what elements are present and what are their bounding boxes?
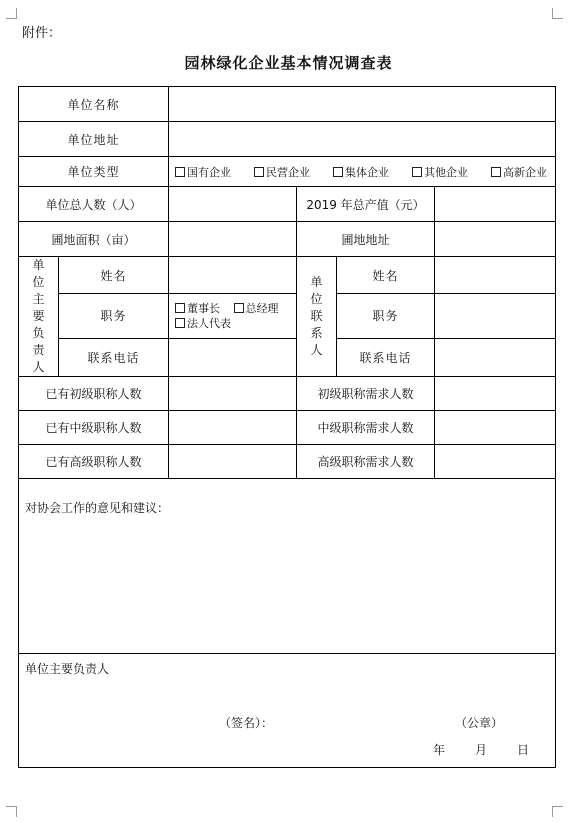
intermediate-title-row <box>19 411 556 445</box>
checkbox-icon <box>491 167 501 177</box>
principal-name-label: 姓名 <box>59 257 169 294</box>
contact-name-label: 姓名 <box>337 257 435 294</box>
contact-position-field[interactable] <box>435 294 556 339</box>
nursery-area-label: 圃地面积（亩） <box>19 222 169 257</box>
unit-type-row <box>19 157 556 187</box>
person-position-row <box>19 294 556 339</box>
date-day-label: 日 <box>517 743 530 757</box>
checkbox-icon <box>254 167 264 177</box>
checkbox-icon <box>234 303 244 313</box>
checkbox-icon <box>175 167 185 177</box>
nursery-row <box>19 222 556 257</box>
person-phone-row <box>19 338 556 376</box>
principal-group-label: 单位主要负责人 <box>19 257 59 377</box>
signature-date <box>433 741 529 758</box>
contact-group-label: 单位联系人 <box>297 257 337 377</box>
person-name-row <box>19 257 556 294</box>
page-corner-mark <box>6 8 17 19</box>
unit-address-row <box>19 122 556 157</box>
principal-position-options <box>169 294 297 339</box>
date-month-label: 月 <box>475 743 488 757</box>
intermediate-need-field[interactable] <box>435 411 556 445</box>
senior-have-field[interactable] <box>169 445 297 479</box>
position-option-chairman[interactable]: 董事长 <box>175 302 220 315</box>
opinion-field[interactable] <box>19 479 556 654</box>
unit-type-label: 单位类型 <box>19 157 169 187</box>
principal-phone-field[interactable] <box>169 338 297 376</box>
intermediate-have-label: 已有中级职称人数 <box>19 411 169 445</box>
contact-phone-label: 联系电话 <box>337 338 435 376</box>
position-option-legal-rep[interactable]: 法人代表 <box>175 317 231 330</box>
senior-have-label: 已有高级职称人数 <box>19 445 169 479</box>
total-staff-label: 单位总人数（人） <box>19 187 169 222</box>
unit-type-option-high-tech[interactable]: 高新企业 <box>491 164 547 180</box>
page-corner-mark <box>552 806 563 817</box>
signature-row <box>19 654 556 768</box>
signature-sign-label: （签名）： <box>219 716 274 730</box>
signature-box <box>19 654 556 768</box>
total-output-field[interactable] <box>435 187 556 222</box>
junior-need-label: 初级职称需求人数 <box>297 377 435 411</box>
principal-position-label: 职务 <box>59 294 169 339</box>
principal-name-field[interactable] <box>169 257 297 294</box>
principal-phone-label: 联系电话 <box>59 338 169 376</box>
junior-need-field[interactable] <box>435 377 556 411</box>
page-title: 园林绿化企业基本情况调查表 <box>184 54 393 72</box>
junior-have-field[interactable] <box>169 377 297 411</box>
opinion-label: 对协会工作的意见和建议： <box>25 501 170 515</box>
senior-title-row <box>19 445 556 479</box>
contact-position-label: 职务 <box>337 294 435 339</box>
page-corner-mark <box>552 8 563 19</box>
unit-address-label: 单位地址 <box>19 122 169 157</box>
unit-type-option-private[interactable]: 民营企业 <box>254 164 310 180</box>
survey-form-table <box>18 86 556 768</box>
signature-seal-label: （公章） <box>455 716 504 730</box>
page-corner-mark <box>6 806 17 817</box>
senior-need-field[interactable] <box>435 445 556 479</box>
unit-address-field[interactable] <box>169 122 556 157</box>
senior-need-label: 高级职称需求人数 <box>297 445 435 479</box>
position-option-general-manager[interactable]: 总经理 <box>234 302 279 315</box>
attachment-label: 附件： <box>22 26 62 41</box>
unit-type-option-collective[interactable]: 集体企业 <box>333 164 389 180</box>
junior-title-row <box>19 377 556 411</box>
checkbox-icon <box>175 318 185 328</box>
checkbox-icon <box>333 167 343 177</box>
unit-type-option-other[interactable]: 其他企业 <box>412 164 468 180</box>
unit-type-option-state-owned[interactable]: 国有企业 <box>175 164 231 180</box>
junior-have-label: 已有初级职称人数 <box>19 377 169 411</box>
contact-phone-field[interactable] <box>435 338 556 376</box>
unit-name-row <box>19 87 556 122</box>
staff-output-row <box>19 187 556 222</box>
total-staff-field[interactable] <box>169 187 297 222</box>
unit-name-label: 单位名称 <box>19 87 169 122</box>
unit-type-options <box>169 157 556 187</box>
intermediate-have-field[interactable] <box>169 411 297 445</box>
total-output-label: 2019 年总产值（元） <box>297 187 435 222</box>
nursery-address-field[interactable] <box>435 222 556 257</box>
contact-name-field[interactable] <box>435 257 556 294</box>
nursery-address-label: 圃地地址 <box>297 222 435 257</box>
unit-name-field[interactable] <box>169 87 556 122</box>
checkbox-icon <box>175 303 185 313</box>
signature-head-label: 单位主要负责人 <box>25 662 110 676</box>
opinion-row <box>19 479 556 654</box>
intermediate-need-label: 中级职称需求人数 <box>297 411 435 445</box>
date-year-label: 年 <box>433 743 446 757</box>
checkbox-icon <box>412 167 422 177</box>
nursery-area-field[interactable] <box>169 222 297 257</box>
